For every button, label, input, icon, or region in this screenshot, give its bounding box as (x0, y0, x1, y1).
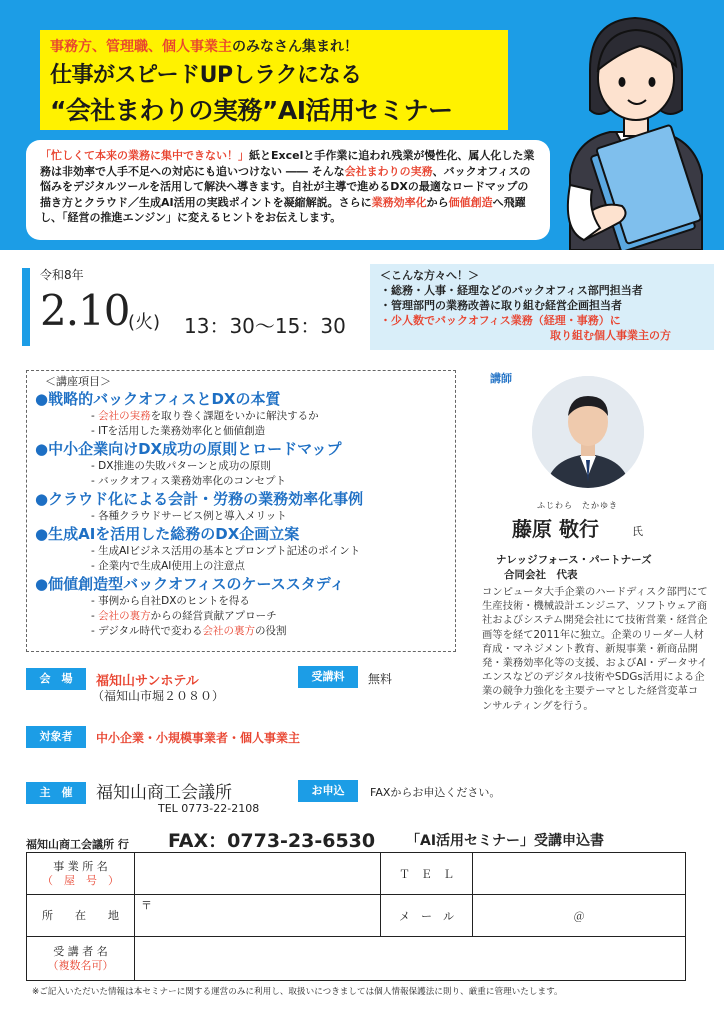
tel-label: Ｔ Ｅ Ｌ (381, 853, 473, 895)
instructor-bio: コンピュータ大手企業のハードディスク部門にて生産技術・機械設計エンジニア、ソフトウェア商社およびシステム開発会社にて技術営業・経営企画等を経て2011年に独立。企業のリーダー人材育成・マネジメント教育、新規事業・新商品開発・業務効率化等の支援、およびAI・データサイエンスなどのデジタル技術やSDGs活用による企業の競争力強化を主要テーマとした経営変革コンサルティングを行う。 (482, 586, 708, 712)
participant-field[interactable] (135, 937, 686, 981)
target-item-1: ・総務・人事・経理などのバックオフィス部門担当者 (380, 284, 643, 297)
title-box (40, 30, 508, 130)
address-field[interactable] (135, 895, 381, 937)
host-name: 福知山商工会議所 (96, 783, 232, 803)
instructor-label: 講師 (490, 372, 512, 385)
application-form (26, 852, 686, 981)
title-line-2: 仕事がスピードUPしラクになる (50, 63, 362, 88)
instructor-suffix: 氏 (632, 525, 643, 538)
business-name-field[interactable] (135, 853, 381, 895)
address-label: 所 在 地 (27, 895, 135, 937)
curriculum-item: - 会社の実務を取り巻く課題をいかに解決するか (91, 410, 319, 422)
target-title: ＜こんな方々へ！＞ (380, 269, 479, 282)
curriculum-item: - デジタル時代で変わる会社の裏方の役割 (91, 625, 287, 637)
curriculum-heading-3: ●クラウド化による会計・労務の業務効率化事例 (35, 490, 364, 508)
venue-address: （福知山市堀２０８０） (92, 689, 225, 703)
at-mark: ＠ (573, 909, 585, 923)
curriculum-heading-5: ●価値創造型バックオフィスのケーススタディ (35, 575, 345, 593)
target-audience-box (370, 264, 714, 350)
curriculum-item: - ITを活用した業務効率化と価値創造 (91, 425, 266, 437)
target-item-3: ・少人数でバックオフィス業務（経理・事務）に (380, 314, 621, 327)
apply-label: お申込 (298, 780, 358, 802)
fee-label: 受講料 (298, 666, 358, 688)
fax-line (26, 826, 716, 852)
curriculum-item: - 事例から自社DXのヒントを得る (91, 595, 250, 607)
target-item-2: ・管理部門の業務改善に取り組む経営企画担当者 (380, 299, 622, 312)
curriculum-box (26, 370, 456, 652)
curriculum-item: - バックオフィス業務効率化のコンセプト (91, 475, 286, 487)
venue-label: 会 場 (26, 668, 86, 690)
form-title: 「AI活用セミナー」受講申込書 (406, 833, 605, 849)
instructor-photo (532, 376, 644, 488)
curriculum-item: - 企業内で生成AI使用上の注意点 (91, 560, 245, 572)
email-label: メ ー ル (381, 895, 473, 937)
fee-value: 無料 (368, 672, 393, 686)
curriculum-heading-1: ●戦略的バックオフィスとDXの本質 (35, 390, 281, 408)
host-tel: TEL 0773-22-2108 (158, 802, 260, 815)
curriculum-item: - 各種クラウドサービス例と導入メリット (91, 510, 287, 522)
event-time: 13：30〜15：30 (184, 314, 346, 338)
instructor-name: 藤原 敬行 (512, 517, 599, 541)
event-day-of-week: (火) (128, 312, 161, 333)
postal-mark: 〒 (141, 899, 152, 912)
apply-value: FAXからお申込ください。 (370, 786, 501, 799)
form-recipient: 福知山商工会議所 行 (26, 838, 129, 851)
curriculum-heading-2: ●中小企業向けDX成功の原則とロードマップ (35, 440, 342, 458)
participant-label: 受 講 者 名 （複数名可） (27, 937, 135, 981)
host-label: 主 催 (26, 782, 86, 804)
title-line-3: “会社まわりの実務”AI活用セミナー (50, 96, 453, 125)
curriculum-item: - 生成AIビジネス活用の基本とプロンプト記述のポイント (91, 545, 361, 557)
privacy-note: ※ご記入いただいた情報は本セミナーに関する運営のみに利用し、取扱いにつきましては個人情報保護法に則り、厳重に管理いたします。 (32, 987, 563, 997)
curriculum-title: ＜講座項目＞ (45, 375, 111, 388)
event-date: 2.10 (40, 286, 130, 335)
intro-text: 「忙しくて本来の業務に集中できない！」紙とExcelと手作業に追われ残業が慢性化、属人化した業務は非効率で人手不足への対応にも追いつけない ―― そんな会社まわりの実務、バックオフィスの悩みをデジタルツールを活用して解決へ導きます。自社が主導で進めるDXの最適なロードマップの描き方とクラウド／生成AI活用の実践ポイントを凝縮解説。さらに業務効率化から価値創造へ飛躍し、「経営の推進エンジン」に変えるヒントをお伝えします。 (26, 140, 550, 240)
venue-name: 福知山サンホテル (96, 674, 199, 689)
audience-value: 中小企業・小規模事業者・個人事業主 (96, 731, 301, 745)
instructor-furigana: ふじわら たかゆき (537, 501, 618, 510)
tel-field[interactable] (473, 853, 686, 895)
audience-label: 対象者 (26, 726, 86, 748)
curriculum-item: - DX推進の失敗パターンと成功の原則 (91, 460, 271, 472)
instructor-company: ナレッジフォース・パートナーズ 合同会社 代表 (496, 554, 652, 581)
woman-illustration (540, 0, 724, 250)
curriculum-heading-4: ●生成AIを活用した総務のDX企画立案 (35, 525, 300, 543)
fax-number: FAX：0773-23-6530 (168, 830, 376, 852)
event-era: 令和8年 (40, 268, 84, 282)
business-name-label: 事 業 所 名 （ 屋 号 ） (27, 853, 135, 895)
title-line-1: 事務方、管理職、個人事業主のみなさん集まれ！ (50, 39, 358, 55)
target-item-3-cont: 取り組む個人事業主の方 (550, 329, 671, 342)
curriculum-item: - 会社の裏方からの経営貢献アプローチ (91, 610, 277, 622)
date-accent-bar (22, 268, 30, 346)
email-field[interactable] (473, 895, 686, 937)
